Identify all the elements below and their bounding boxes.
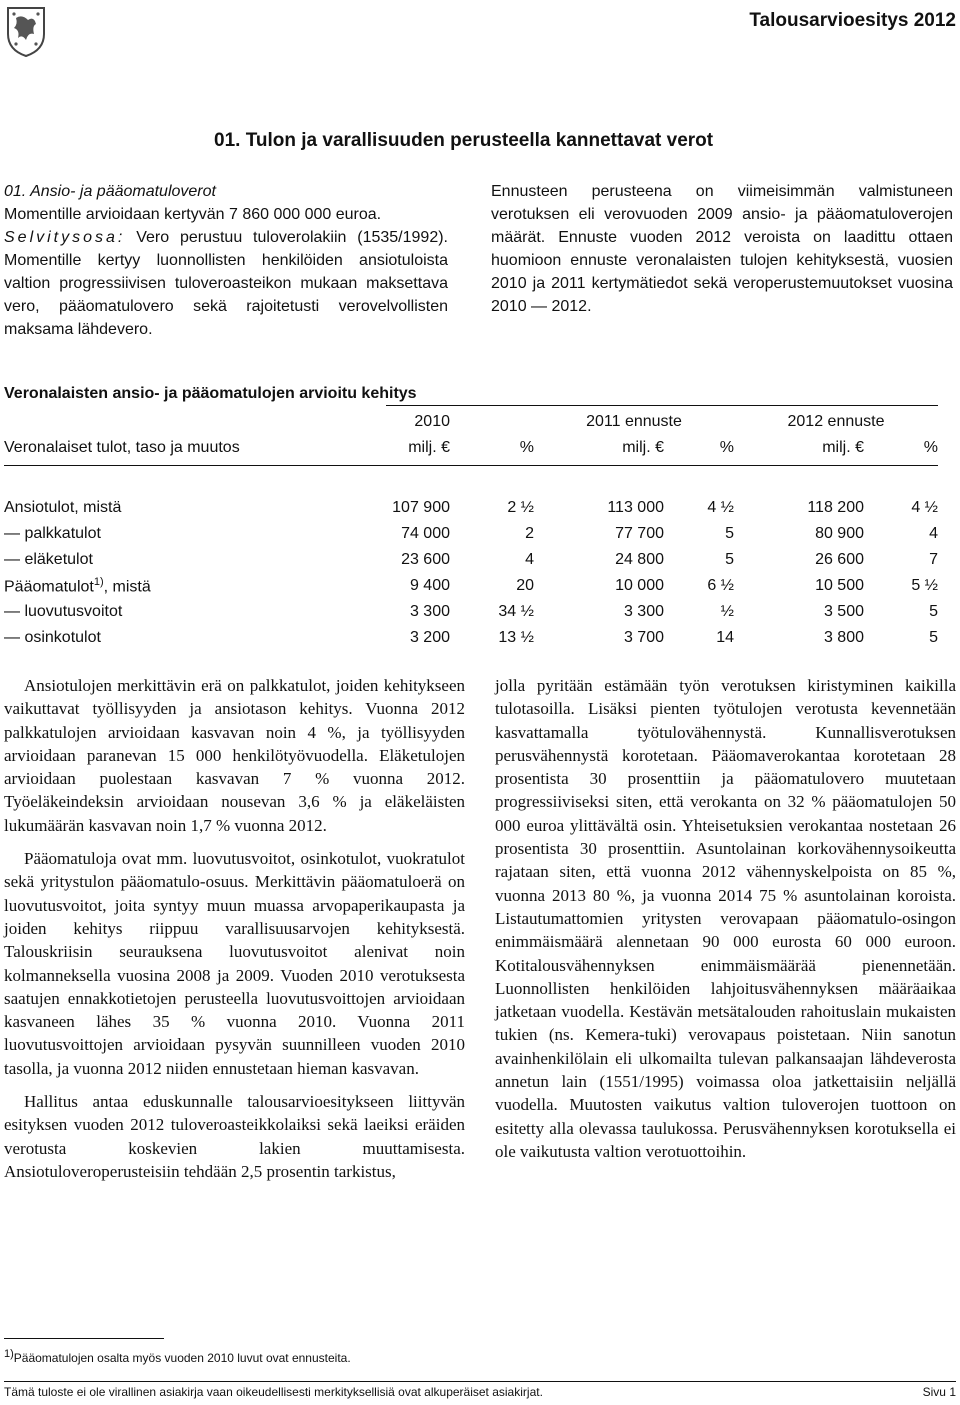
table-cell: 3 800 bbox=[823, 629, 864, 646]
table-cell: 20 bbox=[516, 577, 534, 594]
footnote-marker: 1) bbox=[93, 575, 104, 588]
table-cell: 2 ½ bbox=[507, 499, 534, 516]
row-label: — osinkotulot bbox=[4, 629, 101, 646]
income-development-table bbox=[4, 409, 938, 651]
body-paragraph: Pääomatuloja ovat mm. luovutusvoitot, osinkotulot, vuokratulot sekä yritystulon pääomatulo-osuus. Merkittävin pääomatuloerä on luovutusvoitot, joita syntyy muun muassa arvopaperikaupasta ja joiden kehitys riippuu varallisuusarvojen kehityksestä. Talouskriisin seurauksena luovutusvoitot alenivat noin kolmanneksella vuosina 2008 ja 2009. Vuoden 2010 verotuksesta saatujen ennakkotietojen perusteella luovutusvoittojen arvioidaan kasvaneen lähes 35 % vuonna 2010. Vuonna 2011 luovutusvoittojen arvioidaan pysyvän suunnilleen vuoden 2010 tasolla, ja vuonna 2012 niiden ennustetaan hieman kasvavan. bbox=[4, 849, 465, 1078]
table-cell: ½ bbox=[720, 603, 734, 620]
table-cell: 14 bbox=[716, 629, 734, 646]
row-label bbox=[4, 573, 380, 599]
unit-header: % bbox=[719, 439, 734, 456]
section-title: 01. Tulon ja varallisuuden perusteella kannettavat verot bbox=[214, 130, 714, 151]
table-cell: 26 600 bbox=[815, 551, 864, 568]
table-cell: 5 bbox=[929, 629, 938, 646]
table-cell: 7 bbox=[929, 551, 938, 568]
table-cell: 107 900 bbox=[392, 499, 450, 516]
row-label-suffix: , mistä bbox=[103, 578, 151, 596]
table-cell: 3 500 bbox=[823, 603, 864, 620]
table-cell: 74 000 bbox=[401, 525, 450, 542]
footer-rule bbox=[4, 1381, 956, 1382]
table-cell: 77 700 bbox=[615, 525, 664, 542]
table-cell: 3 300 bbox=[409, 603, 450, 620]
body-paragraph: Ansiotulojen merkittävin erä on palkkatulot, joiden kehitykseen vaikuttavat työllisyyden ja ansiotason kehitys. Vuonna 2012 palkkatulojen arvioidaan kasvavan noin 4 %, ja työllisyyden arvioidaan paranevan 15 000 henkilötyövuodella. Eläketulojen arvioidaan puolestaan kasvavan 7 % vuonna 2012. Työeläkeindeksin arvioidaan nousevan 3,6 % ja eläkeläisten lukumäärän kasvavan noin 1,7 % vuonna 2012. bbox=[4, 676, 465, 835]
year-header-2011: 2011 ennuste bbox=[586, 413, 682, 430]
selvitysosa-paragraph bbox=[4, 226, 448, 341]
table-cell: 2 bbox=[525, 525, 534, 542]
year-header-2012: 2012 ennuste bbox=[787, 413, 885, 430]
table-cell: 34 ½ bbox=[498, 603, 534, 620]
row-label: — palkkatulot bbox=[4, 525, 101, 542]
table-top-rule bbox=[386, 405, 938, 406]
footnote-rule bbox=[4, 1338, 164, 1339]
table-cell: 3 300 bbox=[623, 603, 664, 620]
unit-header: milj. € bbox=[822, 439, 864, 456]
footer-disclaimer: Tämä tuloste ei ole virallinen asiakirja vaan oikeudellisesti merkityksellisiä ovat alkuperäiset asiakirjat. bbox=[4, 1385, 543, 1399]
table-cell: 4 ½ bbox=[707, 499, 734, 516]
table-unit-header-row bbox=[4, 435, 938, 461]
page-number: Sivu 1 bbox=[922, 1385, 956, 1399]
footnote bbox=[4, 1348, 351, 1365]
table-cell: 10 500 bbox=[815, 577, 864, 594]
unit-header: % bbox=[923, 439, 938, 456]
footnote-text: Pääomatulojen osalta myös vuoden 2010 luvut ovat ennusteita. bbox=[13, 1351, 351, 1365]
left-intro bbox=[4, 180, 448, 341]
table-cell: 5 ½ bbox=[911, 577, 938, 594]
body-right-column bbox=[495, 674, 956, 1163]
table-cell: 118 200 bbox=[807, 499, 864, 516]
document-header-title: Talousarvioesitys 2012 bbox=[749, 10, 956, 31]
selvitysosa-label: Selvitysosa: bbox=[4, 229, 126, 246]
footnote-mark: 1) bbox=[4, 1348, 14, 1360]
coat-of-arms-icon bbox=[4, 4, 48, 58]
table-row bbox=[4, 495, 938, 521]
table-cell: 4 ½ bbox=[911, 499, 938, 516]
body-paragraph: Hallitus antaa eduskunnalle talousarvioesitykseen liittyvän esityksen vuoden 2012 tuloveroasteikkolaiksi sekä laeiksi eräiden verotusta koskevien lakien muuttamisesta. Ansiotuloveroperusteisiin tehdään 2,5 prosentin tarkistus, bbox=[4, 1092, 465, 1181]
table-cell: 4 bbox=[929, 525, 938, 542]
momentti-heading: 01. Ansio- ja pääomatuloverot bbox=[4, 183, 216, 200]
table-cell: 13 ½ bbox=[498, 629, 534, 646]
row-label-text: Pääomatulot bbox=[4, 578, 94, 596]
unit-header: milj. € bbox=[408, 439, 450, 456]
row-label: Ansiotulot, mistä bbox=[4, 499, 122, 516]
row-header-label: Veronalaiset tulot, taso ja muutos bbox=[4, 439, 240, 456]
selvitysosa-text: Vero perustuu tuloverolakiin (1535/1992). Momentille kertyy luonnollisten henkilöiden ansiotuloista valtion progressiivisen tuloveroasteikon mukaan maksettava vero, pääomatulovero sekä rajoitetusti verovelvollisten maksama lähdevero. bbox=[4, 229, 448, 338]
body-left-column bbox=[4, 674, 465, 1183]
table-cell: 3 200 bbox=[409, 629, 450, 646]
right-intro: Ennusteen perusteena on viimeisimmän valmistuneen verotuksen eli verovuoden 2009 ansio- ja pääomatuloverojen määrät. Ennuste vuoden 2012 veroista on laadittu ottaen huomioon ennuste veronalaisten tulojen kehityksestä, vuosien 2010 ja 2011 kertymätiedot sekä veroperustemuutokset vuosina 2010 — 2012. bbox=[491, 183, 953, 315]
table-cell: 23 600 bbox=[401, 551, 450, 568]
table-cell: 9 400 bbox=[409, 577, 450, 594]
table-row bbox=[4, 521, 938, 547]
table-cell: 24 800 bbox=[615, 551, 664, 568]
table-cell: 5 bbox=[725, 551, 734, 568]
row-label: — eläketulot bbox=[4, 551, 93, 568]
unit-header: milj. € bbox=[622, 439, 664, 456]
row-label: — luovutusvoitot bbox=[4, 603, 123, 620]
table-cell: 3 700 bbox=[623, 629, 664, 646]
table-cell: 80 900 bbox=[815, 525, 864, 542]
table-header-rule bbox=[4, 465, 938, 466]
year-header-2010: 2010 bbox=[414, 413, 450, 430]
table-cell: 5 bbox=[929, 603, 938, 620]
table-cell: 6 ½ bbox=[707, 577, 734, 594]
table-row bbox=[4, 599, 938, 625]
table-row bbox=[4, 625, 938, 651]
table-row bbox=[4, 547, 938, 573]
table-cell: 10 000 bbox=[615, 577, 664, 594]
table-cell: 4 bbox=[525, 551, 534, 568]
table-row bbox=[4, 573, 938, 599]
momentti-amount: Momentille arvioidaan kertyvän 7 860 000 000 euroa. bbox=[4, 206, 382, 223]
table-title: Veronalaisten ansio- ja pääomatulojen arvioitu kehitys bbox=[4, 385, 417, 402]
table-cell: 113 000 bbox=[607, 499, 664, 516]
table-year-header-row bbox=[4, 409, 938, 435]
unit-header: % bbox=[519, 439, 534, 456]
table-cell: 5 bbox=[725, 525, 734, 542]
body-paragraph: jolla pyritään estämään työn verotuksen kiristyminen kaikilla tulotasoilla. Lisäksi pienten työtulojen verotusta kevennetään kasvattamalla työtulovähennystä. Kunnallisverotuksen perusvähennystä korotetaan. Pääomaverokantaa korotetaan 28 prosentista 30 prosenttiin ja pääomatulovero muutetaan progressiiviseksi siten, että verokanta on 32 % pääomatulojen 50 000 euroa ylittävältä osin. Yhteisetuksien verokantaa nostetaan 26 prosentista 30 prosenttiin. Asuntolainan korkovähennysoikeutta rajataan siten, että vuonna 2012 vähennyskelpoista on 85 %, vuonna 2013 80 %, ja vuonna 2014 75 % asuntolainan koroista. Listautumattomien yritysten verovapaan pääomatulo-osingon enimmäismäärä alennetaan 90 000 eurosta 60 000 euroon. Kotitalousvähennyksen enimmäismäärää pienennetään. Luonnollisten henkilöiden lahjoitusvähennyksen määräaikaa jatketaan vuodella. Kestävän metsätalouden rahoituslain mukaisten tukien (ns. Kemera-tuki) verovapaus poistetaan. Niin sanotun avainhenkilölain eli ulkomailta tulevan palkansaajan lähdeverosta annetun lain (1551/1995) voimassa oloa jatkettaisiin neljällä vuodella. Muutosten vaikutus valtion tuloverojen tuottoon on esitetty alla olevassa taulukossa. Perusvähennyksen korotuksella ei ole vaikutusta valtion verotuottoihin. bbox=[495, 676, 956, 1161]
